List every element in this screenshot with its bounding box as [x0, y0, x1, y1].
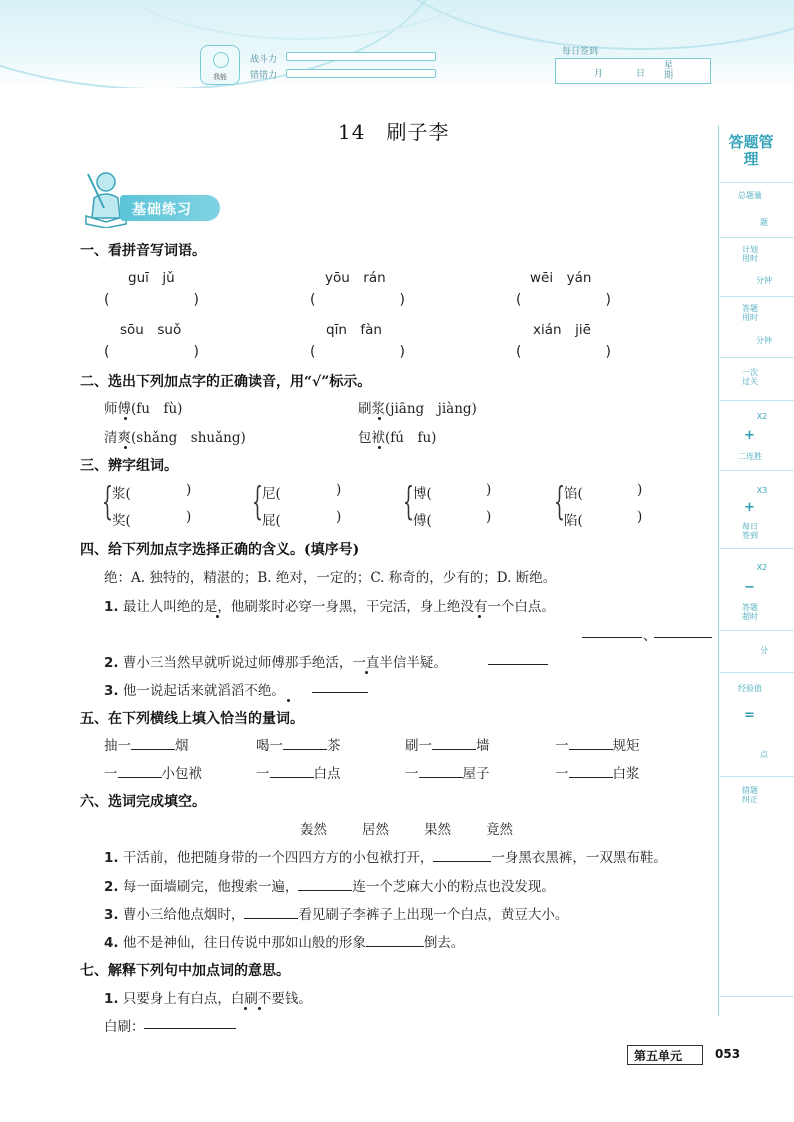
- brace: {: [102, 479, 113, 523]
- s5-heading: 五、在下列横线上填入恰当的量词。: [80, 711, 304, 727]
- emphasis-dot: [378, 446, 381, 449]
- s4-q3: 3. 他一说起话来就滔滔不绝。: [104, 683, 285, 699]
- s4-definitions: 绝：A. 独特的，精湛的；B. 绝对，一定的；C. 称奇的，少有的；D. 断绝。: [104, 570, 557, 586]
- daily-checkin-box[interactable]: 月 日 星期: [555, 58, 711, 84]
- emphasis-dot: [258, 1007, 261, 1010]
- sidebar-checkin: 每日签到: [742, 522, 758, 540]
- brace: {: [554, 479, 565, 523]
- sidebar-correction: 错题纠正: [742, 786, 758, 804]
- power-label: 战斗力: [250, 55, 278, 65]
- s6-q3: 3. 曹小三给他点烟时， 看见刷子李裤子上出现一个白点，黄豆大小。: [104, 907, 569, 923]
- avatar: 我能: [200, 45, 240, 85]
- s7-heading: 七、解释下列句中加点词的意思。: [80, 963, 290, 979]
- s5-item: 抽一 烟: [104, 738, 189, 754]
- s2-heading: 二、选出下列加点字的正确读音，用“√”标示。: [80, 374, 372, 390]
- answer-paren[interactable]: ( ): [310, 344, 405, 360]
- s1-heading: 一、看拼音写词语。: [80, 243, 206, 259]
- emphasis-dot: [287, 699, 290, 702]
- s6-q2: 2. 每一面墙刷完，他搜索一遍， 连一个芝麻大小的粉点也没发现。: [104, 879, 555, 895]
- daily-title: 每日签到: [562, 47, 599, 57]
- sidebar-overtime: 答题超时: [742, 603, 758, 621]
- brace: {: [403, 479, 414, 523]
- page-number: 053: [715, 1047, 741, 1061]
- pinyin-1: guī jǔ: [128, 270, 175, 286]
- emphasis-dot: [244, 1007, 247, 1010]
- word-choice: 竟然: [486, 822, 513, 838]
- s4-q1: 1. 最让人叫绝的是，他刷浆时必穿一身黑，干完活，身上绝没有一个白点。: [104, 599, 555, 615]
- emphasis-dot: [478, 615, 481, 618]
- s5-item: 一 小包袱: [104, 766, 202, 782]
- emphasis-dot: [365, 671, 368, 674]
- s5-item: 一 屋子: [405, 766, 490, 782]
- pinyin-4: sōu suǒ: [120, 322, 182, 338]
- s7-answer-label: 白刷：: [104, 1019, 145, 1035]
- answer-paren[interactable]: ( ): [516, 292, 611, 308]
- s3-heading: 三、辨字组词。: [80, 458, 178, 474]
- s4-q2: 2. 曹小三当然早就听说过师傅那手绝活，一直半信半疑。: [104, 655, 447, 671]
- pinyin-6: xián jiē: [533, 322, 591, 338]
- unit-label: 第五单元: [634, 1049, 683, 1063]
- emphasis-dot: [124, 446, 127, 449]
- sidebar-plan-time: 计划用时: [742, 245, 758, 263]
- sidebar-heading: 答题管理: [728, 133, 774, 168]
- s6-q1: 1. 干活前，他把随身带的一个四四方方的小包袱打开， 一身黑衣黑裤，一双黑布鞋。: [104, 850, 667, 866]
- pinyin-2: yōu rán: [325, 270, 386, 286]
- s2-item-3[interactable]: 清爽(shǎng shuǎng): [104, 430, 246, 446]
- s5-item: 刷一 墙: [405, 738, 490, 754]
- answer-paren[interactable]: ( ): [310, 292, 405, 308]
- emphasis-dot: [216, 615, 219, 618]
- s5-item: 一 白浆: [555, 766, 640, 782]
- s2-item-4[interactable]: 包袱(fú fu): [358, 430, 437, 446]
- word-choice: 果然: [424, 822, 451, 838]
- s5-item: 喝一 茶: [256, 738, 341, 754]
- s7-q1: 1. 只要身上有白点，白刷不要钱。: [104, 991, 312, 1007]
- s6-q4: 4. 他不是神仙，往日传说中那如山般的形象 倒去。: [104, 935, 465, 951]
- emphasis-dot: [378, 417, 381, 420]
- answer-paren[interactable]: ( ): [104, 292, 199, 308]
- emphasis-dot: [124, 417, 127, 420]
- answer-paren[interactable]: ( ): [516, 344, 611, 360]
- s5-item: 一 白点: [256, 766, 341, 782]
- s6-heading: 六、选词完成填空。: [80, 794, 206, 810]
- sidebar-total: 总题量: [738, 191, 762, 200]
- pinyin-5: qīn fàn: [326, 322, 382, 338]
- pinyin-3: wēi yán: [530, 270, 592, 286]
- s2-item-1[interactable]: 师傅(fu fù): [104, 401, 183, 417]
- brace: {: [252, 479, 263, 523]
- error-label: 错错力: [250, 71, 278, 81]
- answer-paren[interactable]: ( ): [104, 344, 199, 360]
- s4-q2-blank[interactable]: [488, 651, 548, 665]
- sidebar-exp: 经验值: [738, 684, 762, 693]
- s7-answer-blank[interactable]: [144, 1015, 236, 1029]
- section-banner-label: 基础练习: [132, 202, 192, 218]
- sidebar-answer-time: 答题用时: [742, 304, 758, 322]
- power-field[interactable]: [286, 52, 436, 61]
- s4-heading: 四、给下列加点字选择正确的含义。(填序号): [80, 542, 360, 558]
- s4-q3-blank[interactable]: [312, 679, 368, 693]
- s4-q1-blank-2[interactable]: [654, 624, 712, 638]
- sidebar-streak: 二连胜: [738, 452, 762, 461]
- s4-q1-blank-1[interactable]: [582, 624, 642, 638]
- s5-item: 一 规矩: [555, 738, 640, 754]
- word-choice: 居然: [362, 822, 389, 838]
- error-field[interactable]: [286, 69, 436, 78]
- sidebar-pass: 一次过关: [742, 368, 758, 386]
- word-choice: 轰然: [300, 822, 327, 838]
- s2-item-2[interactable]: 刷浆(jiāng jiàng): [358, 401, 477, 417]
- page-title: 14 刷子李: [338, 120, 450, 144]
